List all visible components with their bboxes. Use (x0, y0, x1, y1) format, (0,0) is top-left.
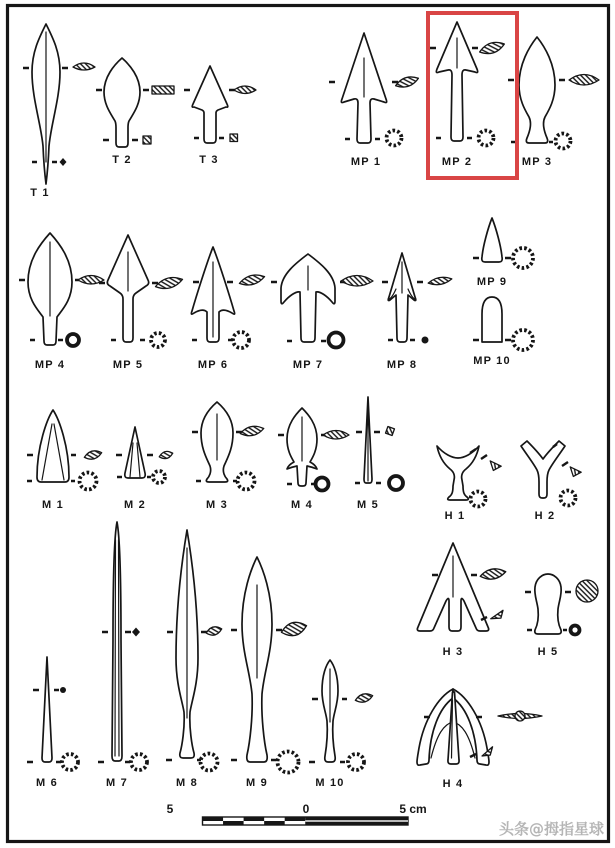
m3-label: M 3 (206, 499, 228, 511)
mp10-socket-ring (513, 330, 533, 350)
figure-t1 (23, 24, 95, 199)
m2-socket-ring (153, 471, 165, 483)
m9-cross-section-diamond (280, 619, 308, 638)
figure-mp5 (99, 235, 184, 371)
m2-cross-section-diamond (158, 450, 173, 460)
t3-tang-section-square (230, 134, 238, 142)
mp1-label: MP 1 (350, 156, 382, 168)
h5-socket-ring (571, 626, 580, 635)
m7-cross-section-diamond (132, 628, 140, 637)
m7-socket-ring (131, 754, 147, 770)
t3-label: T 3 (199, 154, 219, 166)
h3-label: H 3 (442, 646, 464, 658)
mp5-label: MP 5 (112, 359, 144, 371)
figure-m5 (355, 397, 403, 511)
figure-m6 (27, 657, 78, 789)
figure-h5 (525, 574, 598, 658)
figure-h2 (521, 441, 581, 522)
h1-cross-section-nib (487, 459, 501, 472)
mp5-socket-ring (151, 333, 165, 347)
m1-socket-ring (80, 473, 97, 490)
m2-outline (125, 427, 145, 478)
watermark-text: 头条@拇指星球 (498, 820, 604, 838)
mp2-label: MP 2 (441, 156, 473, 168)
figure-m9 (231, 557, 308, 789)
m2-label: M 2 (124, 499, 146, 511)
t2-outline (104, 58, 140, 147)
mp2-socket-ring (479, 131, 494, 146)
m4-socket-ring (316, 478, 329, 491)
figure-m4 (278, 408, 349, 511)
scale-right-label: 5 cm (399, 802, 427, 816)
m10-label: M 10 (315, 777, 345, 789)
m6-socket-ring (62, 754, 78, 770)
mp1-socket-ring (387, 131, 402, 146)
h5-cross-section-circle (576, 580, 598, 602)
mp3-outline (519, 37, 555, 143)
t2-cross-section-bar (152, 86, 174, 94)
figure-mp2 (430, 22, 506, 168)
figure-m2 (116, 427, 174, 511)
scale-bar (167, 802, 427, 825)
mp9-label: MP 9 (476, 276, 508, 288)
m8-socket-ring (201, 754, 218, 771)
figure-h4 (417, 689, 542, 790)
figure-m7 (98, 522, 147, 789)
m6-label: M 6 (36, 777, 58, 789)
mp3-label: MP 3 (521, 156, 553, 168)
mp2-highlight-box (428, 13, 517, 178)
mp6-label: MP 6 (197, 359, 229, 371)
mp2-cross-section-diamond (478, 39, 506, 57)
h1-socket-ring (471, 492, 486, 507)
mp6-cross-section-diamond (238, 272, 265, 287)
t1-tang-section-diamond (60, 158, 67, 166)
figure-mp1 (329, 33, 420, 168)
t3-cross-section-lens (234, 86, 256, 94)
m5-socket-ring (389, 476, 403, 490)
h5-label: H 5 (537, 646, 559, 658)
figure-mp3 (508, 37, 599, 168)
h4-spindle-boss (515, 711, 525, 721)
m10-socket-ring (348, 754, 364, 770)
m9-socket-ring (278, 752, 299, 773)
h1-label: H 1 (444, 510, 466, 522)
mp10-outline (482, 297, 502, 342)
h2-cross-section-nib (567, 465, 581, 478)
m1-cross-section-diamond (83, 449, 102, 461)
mp1-cross-section-diamond (394, 74, 420, 90)
figure-m10 (309, 660, 374, 789)
h3-cross-section-nib (489, 610, 504, 620)
figure-mp7 (271, 254, 373, 371)
mp7-socket-ring (329, 333, 344, 348)
h2-outline (521, 441, 565, 498)
m3-socket-ring (238, 473, 255, 490)
figure-m3 (192, 402, 265, 511)
mp8-cross-section-lens (428, 275, 453, 286)
mp3-socket-ring (556, 134, 571, 149)
t1-label: T 1 (30, 187, 50, 199)
mp9-outline (482, 218, 502, 262)
mp9-socket-ring (513, 248, 533, 268)
t3-outline (192, 66, 228, 143)
h2-socket-ring (561, 491, 576, 506)
mp7-cross-section-lens (341, 276, 373, 287)
figure-h3 (417, 543, 506, 658)
m1-label: M 1 (42, 499, 64, 511)
mp4-label: MP 4 (34, 359, 66, 371)
m1-outline (37, 410, 69, 482)
m9-label: M 9 (246, 777, 268, 789)
mp5-cross-section-diamond (154, 275, 184, 292)
m4-label: M 4 (291, 499, 313, 511)
mp4-socket-ring (67, 334, 79, 346)
h4-cross-section-spindle (498, 711, 542, 721)
h5-outline (535, 574, 561, 634)
figure-mp8 (382, 253, 452, 371)
figure-mp4 (19, 233, 104, 371)
m10-cross-section-diamond (354, 692, 373, 704)
m7-label: M 7 (106, 777, 128, 789)
h3-cross-section-lens (479, 567, 506, 581)
mp6-socket-ring (233, 332, 249, 348)
m8-label: M 8 (176, 777, 198, 789)
m4-cross-section-lens (323, 431, 349, 440)
m3-cross-section-lens (239, 424, 264, 438)
m6-cross-section-dot (60, 687, 66, 693)
figure-h1 (437, 446, 501, 522)
scale-bar-white-line (305, 820, 408, 821)
t2-label: T 2 (112, 154, 132, 166)
m8-cross-section-diamond (205, 625, 223, 637)
figure-mp10 (473, 297, 533, 367)
m6-outline (42, 657, 52, 762)
t1-cross-section-lens (73, 63, 95, 70)
mp8-tang-section-dot (422, 337, 429, 344)
mp10-label: MP 10 (473, 355, 511, 367)
figure-m1 (27, 410, 103, 511)
figure-mp9 (473, 218, 533, 288)
t2-tang-section-square (143, 136, 151, 144)
figure-t3 (184, 66, 256, 166)
figure-mp6 (191, 247, 265, 371)
mp8-label: MP 8 (386, 359, 418, 371)
mp3-cross-section-lens (569, 75, 599, 86)
m7-outline (112, 522, 122, 761)
mp7-label: MP 7 (292, 359, 324, 371)
figure-m8 (166, 530, 223, 789)
h2-label: H 2 (534, 510, 556, 522)
scale-left-label: 5 (166, 802, 174, 816)
scale-center-label: 0 (302, 802, 310, 816)
m5-label: M 5 (357, 499, 379, 511)
figure-t2 (96, 58, 174, 166)
m5-cross-section-square (386, 427, 395, 436)
h4-label: H 4 (442, 778, 464, 790)
